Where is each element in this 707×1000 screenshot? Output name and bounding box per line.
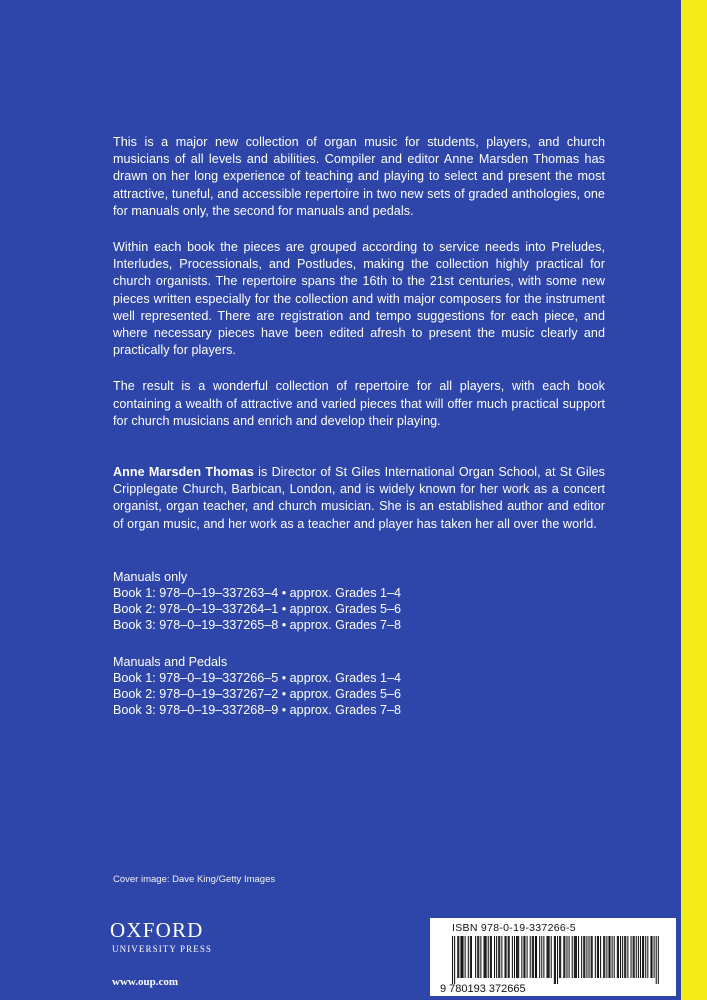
barcode-bar (598, 936, 599, 978)
barcode-bar (640, 936, 641, 978)
barcode-bar (452, 936, 453, 984)
publisher-subtitle: UNIVERSITY PRESS (112, 944, 213, 954)
manuals-and-pedals-book-3: Book 3: 978–0–19–337268–9 • approx. Grades 7–8 (113, 703, 401, 718)
cover-image-credit: Cover image: Dave King/Getty Images (113, 874, 276, 885)
barcode-bar (610, 936, 611, 978)
manuals-and-pedals-book-2: Book 2: 978–0–19–337267–2 • approx. Grades 5–6 (113, 687, 401, 702)
barcode-bar (625, 936, 626, 978)
description-paragraph-1: This is a major new collection of organ music for students, players, and church musicians of all levels and abilities. Compiler and editor Anne Marsden Thomas has drawn on her long experience of teaching and playing to select and present the most attractive, tuneful, and accessible repertoire in two new sets of graded anthologies, one for manuals only, the second for manuals and pedals. (113, 135, 605, 218)
barcode-bar (604, 936, 605, 978)
manuals-and-pedals-book-1: Book 1: 978–0–19–337266–5 • approx. Grades 1–4 (113, 670, 401, 685)
barcode-bar (549, 936, 550, 978)
barcode-bar (523, 936, 524, 978)
barcode-bar (484, 936, 485, 978)
barcode-bar (530, 936, 531, 978)
barcode-bar (471, 936, 472, 978)
barcode-bar (645, 936, 646, 978)
manuals-only-heading: Manuals only (113, 569, 188, 584)
barcode-bar (496, 936, 497, 978)
barcode-bar (642, 936, 643, 978)
barcode-bar (491, 936, 492, 978)
publisher-url: www.oup.com (112, 976, 179, 988)
manuals-only-book-2: Book 2: 978–0–19–337264–1 • approx. Grades 5–6 (113, 602, 401, 617)
barcode-bar (578, 936, 579, 978)
description-paragraph-3: The result is a wonderful collection of repertoire for all players, with each book containing a wealth of attractive and varied pieces that will offer much practical support for church musicians and enrich and develop their playing. (113, 379, 605, 428)
barcode-bar (624, 936, 625, 978)
barcode-bar (572, 936, 573, 978)
barcode-bar (485, 936, 486, 978)
barcode-bar (498, 936, 499, 978)
barcode-bar (548, 936, 549, 978)
barcode-bar (574, 936, 575, 978)
barcode-bar (600, 936, 601, 978)
barcode-bar (539, 936, 540, 978)
barcode-bar (486, 936, 487, 978)
barcode-bar (521, 936, 522, 978)
barcode-bar (477, 936, 478, 978)
barcode-bar (608, 936, 609, 978)
barcode-bar (536, 936, 537, 978)
barcode-bar (518, 936, 519, 978)
barcode-bar (654, 936, 655, 978)
author-bio-text: is Director of St Giles International Organ School, at St Giles Cripplegate Church, Barbican, London, and is widely known for her work as a concert organist, organ teacher, and church musician. She is an established author and editor of organ music, and her work as a teacher and player has taken her all over the world. (113, 465, 605, 531)
description-paragraph-2: Within each book the pieces are grouped according to service needs into Preludes, Interludes, Processionals, and Postludes, making the collection highly practical for church organists. The repertoire spans the 16th to the 21st centuries, with some new pieces written especially for the collection and with major composers for the instrument well represented. There are registration and tempo suggestions for each piece, and where necessary pieces have been edited afresh to present the music clearly and practically for players. (113, 240, 605, 358)
barcode-bar (656, 936, 657, 984)
barcode-bar (564, 936, 565, 978)
isbn-label: ISBN 978-0-19-337266-5 (452, 922, 576, 934)
barcode-bar (627, 936, 628, 978)
barcode-bar (620, 936, 621, 978)
barcode-bar (634, 936, 635, 978)
manuals-only-book-3: Book 3: 978–0–19–337265–8 • approx. Grades 7–8 (113, 618, 401, 633)
barcode-bar (465, 936, 466, 978)
barcode-bar (501, 936, 502, 978)
barcode-bar (557, 936, 558, 984)
barcode-bar (650, 936, 651, 978)
barcode-bar (494, 936, 495, 978)
barcode-bar (547, 936, 548, 978)
barcode-bar (460, 936, 461, 978)
barcode-bar (509, 936, 510, 978)
barcode-bar (647, 936, 648, 978)
barcode-bar (555, 936, 556, 984)
barcode-bar (524, 936, 525, 978)
author-name: Anne Marsden Thomas (113, 465, 254, 480)
back-cover-text (113, 134, 605, 718)
barcode-bar (603, 936, 604, 978)
barcode-bar (622, 936, 623, 978)
barcode-bar (475, 936, 476, 978)
barcode-bar (517, 936, 518, 978)
barcode-bar (581, 936, 582, 978)
barcode-bar (614, 936, 615, 978)
barcode-bar (560, 936, 561, 978)
barcode-bar (566, 936, 567, 978)
barcode-bar (468, 936, 469, 978)
barcode-bar (505, 936, 506, 978)
barcode-bar (576, 936, 577, 978)
manuals-only-list (113, 569, 605, 634)
barcode-bar (592, 936, 593, 978)
barcode-bar (527, 936, 528, 978)
barcode-bar (584, 936, 585, 978)
barcode-bar (457, 936, 458, 978)
isbn-barcode (430, 918, 676, 996)
manuals-and-pedals-list (113, 654, 605, 719)
barcode-bar (643, 936, 644, 978)
barcode-bar (532, 936, 533, 978)
barcode-bar (638, 936, 639, 978)
barcode-bar (591, 936, 592, 978)
barcode-bar (589, 936, 590, 978)
barcode-bar (595, 936, 596, 978)
manuals-and-pedals-heading: Manuals and Pedals (113, 654, 228, 669)
barcode-bar (535, 936, 536, 978)
barcode-bar (541, 936, 542, 978)
barcode-bar (569, 936, 570, 978)
barcode-bar (533, 936, 534, 978)
manuals-only-book-1: Book 1: 978–0–19–337263–4 • approx. Grades 1–4 (113, 586, 401, 601)
barcode-bar (512, 936, 513, 978)
barcode-bar (554, 936, 555, 984)
barcode-bar (563, 936, 564, 978)
barcode-bar (586, 936, 587, 978)
barcode-bar (463, 936, 464, 978)
barcode-bar (478, 936, 479, 978)
author-bio (113, 464, 605, 533)
barcode-bar (597, 936, 598, 978)
barcode-graphic (430, 918, 676, 996)
barcode-bar (516, 936, 517, 978)
barcode-digits: 9 780193 372665 (440, 983, 526, 995)
barcode-bar (583, 936, 584, 978)
barcode-bar (575, 936, 576, 978)
barcode-bar (508, 936, 509, 978)
barcode-bar (454, 936, 455, 984)
barcode-bar (636, 936, 637, 978)
barcode-bar (458, 936, 459, 978)
barcode-bar (490, 936, 491, 978)
barcode-bar (488, 936, 489, 978)
barcode-bar (551, 936, 552, 978)
barcode-bar (514, 936, 515, 978)
barcode-bar (658, 936, 659, 984)
barcode-bar (606, 936, 607, 978)
barcode-bar (470, 936, 471, 978)
barcode-bar (461, 936, 462, 978)
publisher-logo: OXFORD (110, 918, 204, 942)
yellow-edge-strip (681, 0, 707, 1000)
barcode-bar (652, 936, 653, 978)
barcode-bar (631, 936, 632, 978)
barcode-bar (618, 936, 619, 978)
barcode-bar (559, 936, 560, 978)
barcode-bar (506, 936, 507, 978)
barcode-bar (480, 936, 481, 978)
barcode-bar (543, 936, 544, 978)
barcode-bar (633, 936, 634, 978)
barcode-bar (617, 936, 618, 978)
barcode-bar (612, 936, 613, 978)
barcode-bar (499, 936, 500, 978)
